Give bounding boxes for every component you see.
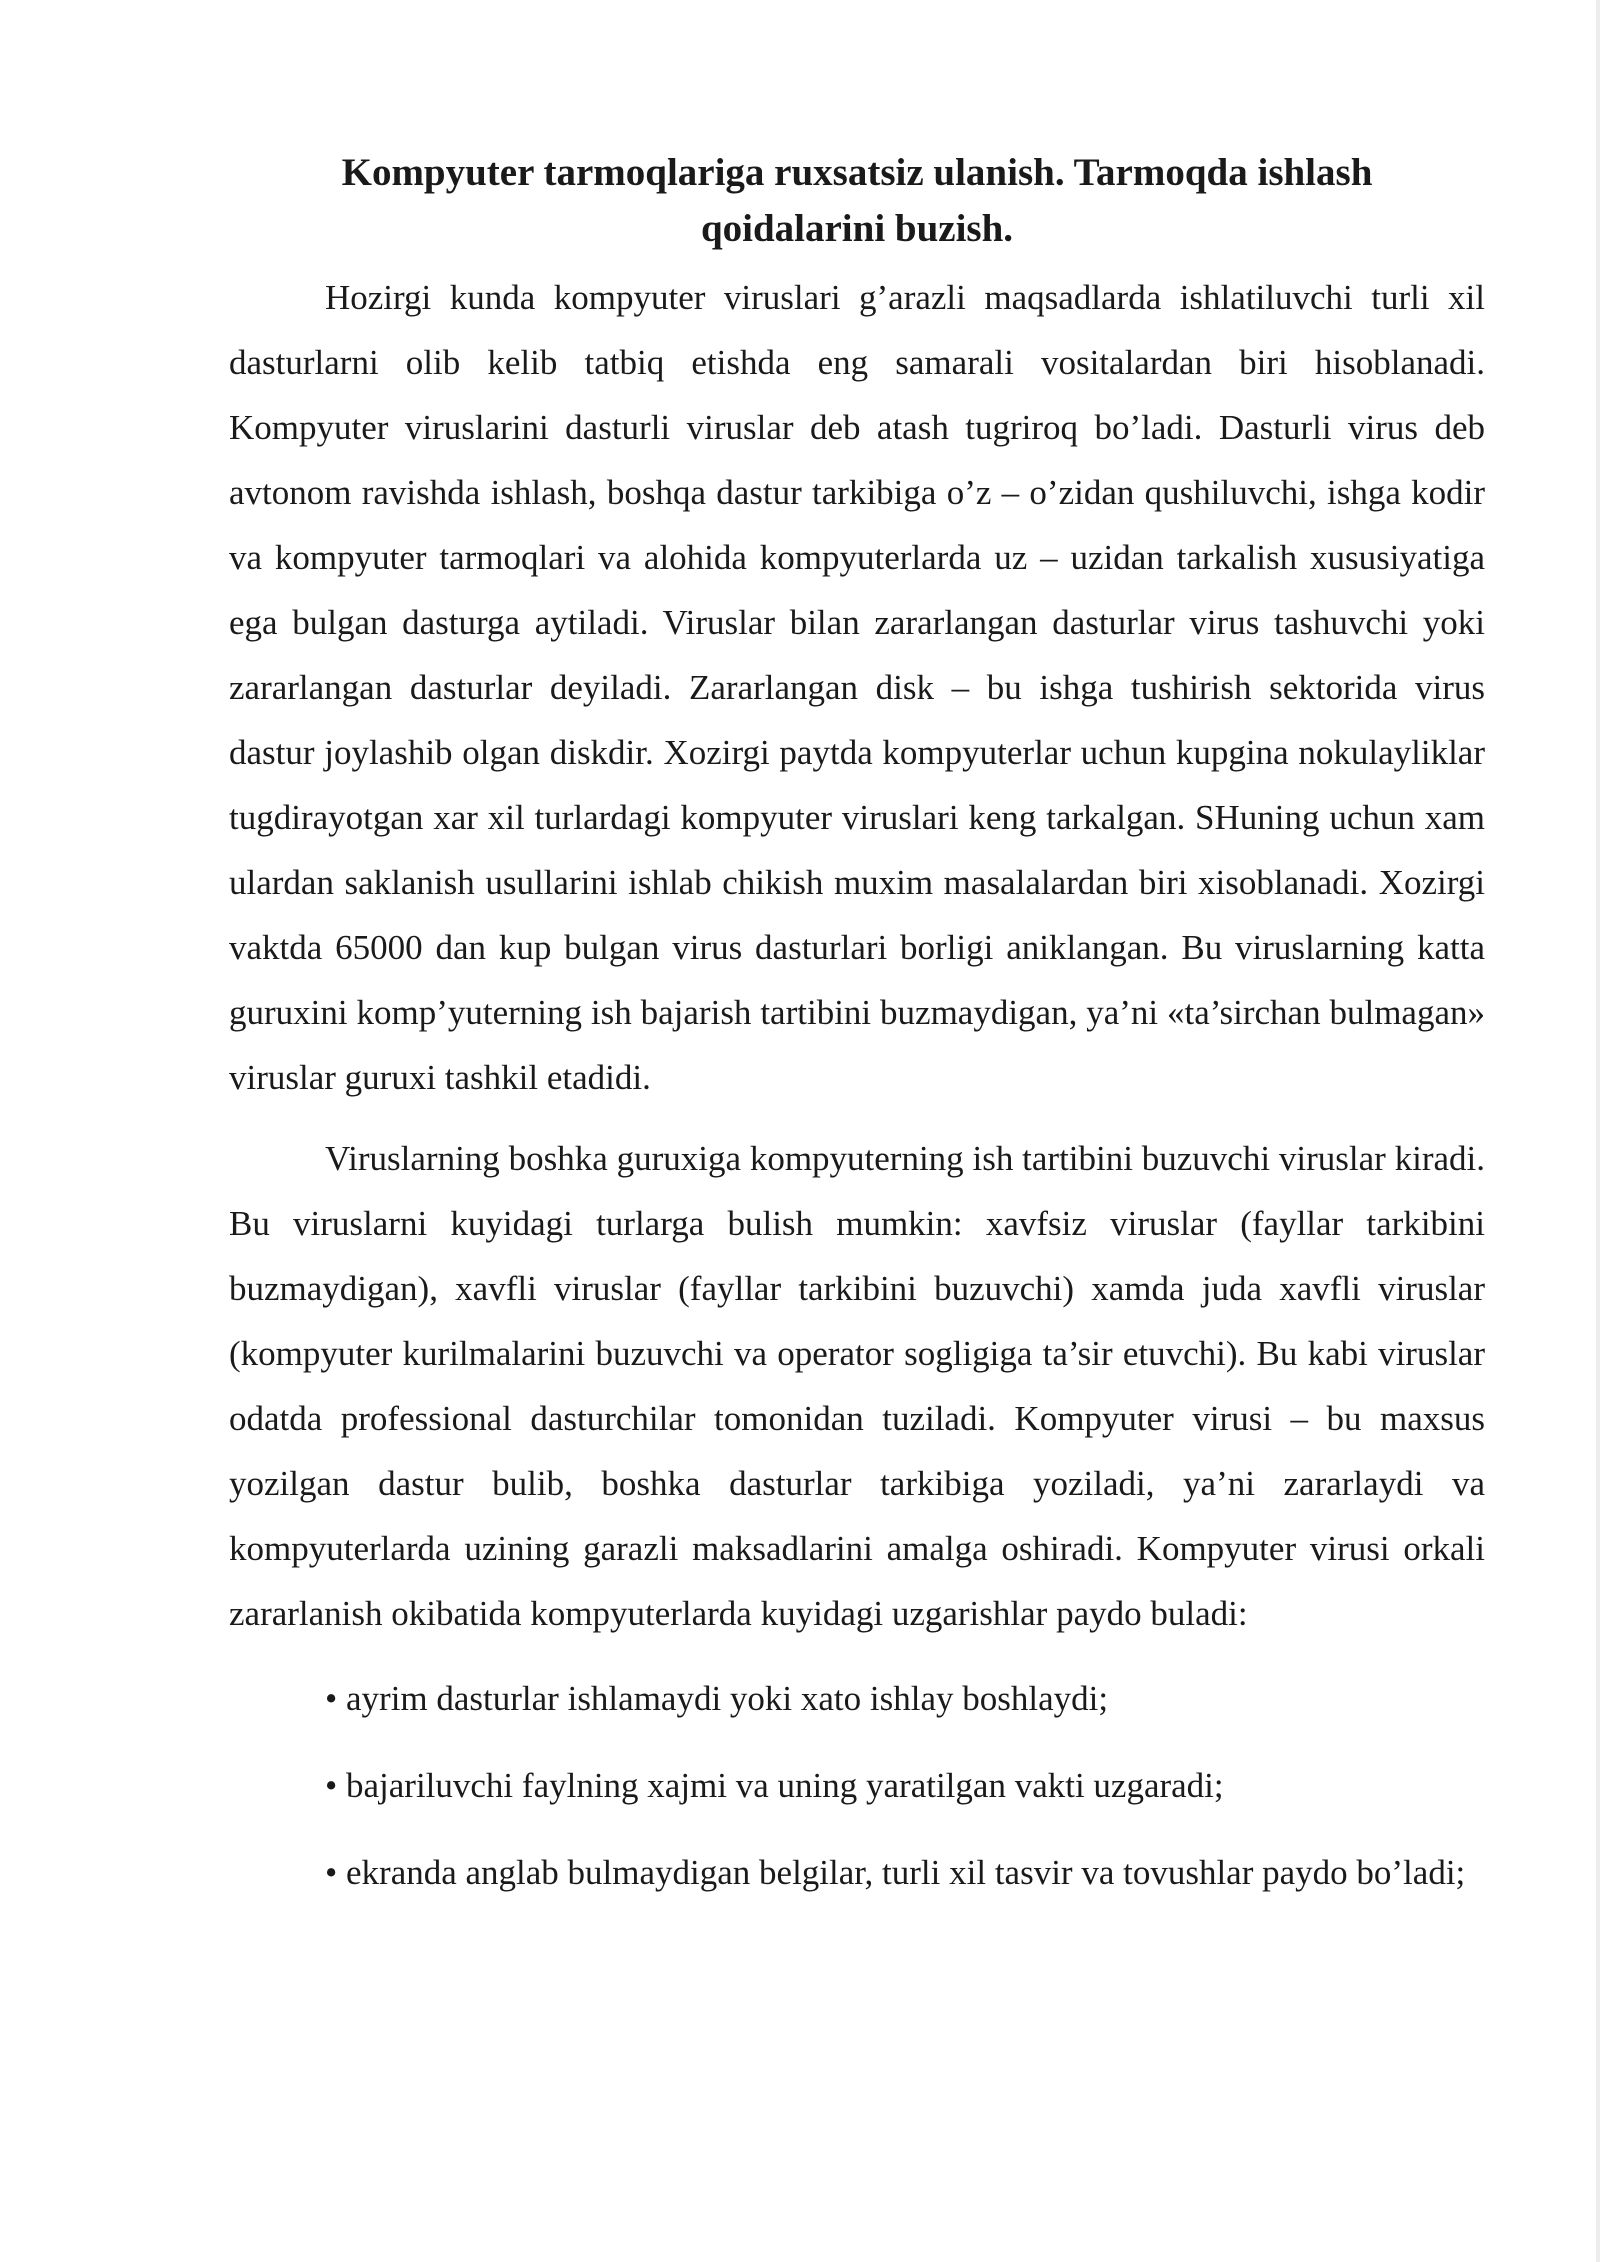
paragraph-2: Viruslarning boshka guruxiga kompyuterning ish tartibini buzuvchi viruslar kiradi. Bu viruslarni kuyidagi turlarga bulish mumkin: xavfsiz viruslar (fayllar tarkibini buzmaydigan), xavfli viruslar (fayllar tarkibini buzuvchi) xamda juda xavfli viruslar (kompyuter kurilmalarini buzuvchi va operator sogligiga ta’sir etuvchi). Bu kabi viruslar odatda professional dasturchilar tomonidan tuziladi. Kompyuter virusi – bu maxsus yozilgan dastur bulib, boshka dasturlar tarkibiga yoziladi, ya’ni zararlaydi va kompyuterlarda uzining garazli maksadlarini amalga oshiradi. Kompyuter virusi orkali zararlanish okibatida kompyuterlarda kuyidagi uzgarishlar paydo buladi: xyxy=(229,1139,1485,1633)
document-title xyxy=(229,145,1485,257)
document-body xyxy=(229,145,1485,1905)
title-line-2: qoidalarini buzish. xyxy=(700,207,1014,250)
paragraph-1: Hozirgi kunda kompyuter viruslari g’arazli maqsadlarda ishlatiluvchi turli xil dasturlarni olib kelib tatbiq etishda eng samarali vositalardan biri hisoblanadi. Kompyuter viruslarini dasturli viruslar deb atash tugriroq bo’ladi. Dasturli virus deb avtonom ravishda ishlash, boshqa dastur tarkibiga o’z – o’zidan qushiluvchi, ishga kodir va kompyuter tarmoqlari va alohida kompyuterlarda uz – uzidan tarkalish xususiyatiga ega bulgan dasturga aytiladi. Viruslar bilan zararlangan dasturlar virus tashuvchi yoki zararlangan dasturlar deyiladi. Zararlangan disk – bu ishga tushirish sektorida virus dastur joylashib olgan diskdir. Xozirgi paytda kompyuterlar uchun kupgina nokulayliklar tugdirayotgan xar xil turlardagi kompyuter viruslari keng tarkalgan. SHuning uchun xam ulardan saklanish usullarini ishlab chikish muxim masalalardan biri xisoblanadi. Xozirgi vaktda 65000 dan kup bulgan virus dasturlari borligi aniklangan. Bu viruslarning katta guruxini komp’yuterning ish bajarish tartibini buzmaydigan, ya’ni «ta’sirchan bulmagan» viruslar guruxi tashkil etadidi. xyxy=(229,278,1485,1097)
bullet-item-3: • ekranda anglab bulmaydigan belgilar, turli xil tasvir va tovushlar paydo bo’ladi; xyxy=(325,1853,1466,1892)
page-edge-shadow xyxy=(1596,0,1600,2262)
bullet-item-2: • bajariluvchi faylning xajmi va uning yaratilgan vakti uzgaradi; xyxy=(325,1766,1224,1805)
bullet-item-1: • ayrim dasturlar ishlamaydi yoki xato ishlay boshlaydi; xyxy=(325,1679,1109,1718)
title-line-1: Kompyuter tarmoqlariga ruxsatsiz ulanish. Tarmoqda ishlash xyxy=(341,151,1373,194)
